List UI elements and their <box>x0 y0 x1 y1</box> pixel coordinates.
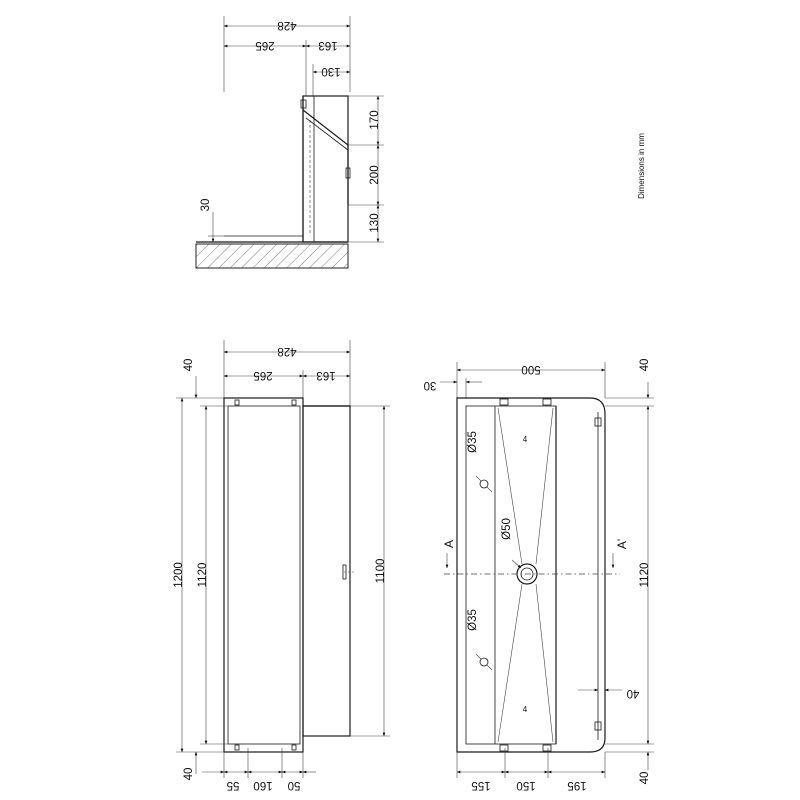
front-dim-428: 428 <box>277 345 297 357</box>
plan-bottom-150: 150 <box>516 779 536 791</box>
side-dim-200: 200 <box>369 165 381 185</box>
plan-dim-30: 30 <box>423 379 437 391</box>
section-a-label: A <box>442 539 456 549</box>
svg-text:4: 4 <box>522 705 528 714</box>
plan-dim-1120: 1120 <box>639 562 651 588</box>
plan-bottom-195: 195 <box>567 779 587 791</box>
side-dim-170: 170 <box>369 110 381 130</box>
side-dim-265: 265 <box>255 39 275 51</box>
plan-view <box>424 359 654 791</box>
section-a-prime-label: A' <box>615 538 629 550</box>
svg-text:4: 4 <box>522 435 528 444</box>
side-dim-130: 130 <box>321 65 341 77</box>
front-dim-265: 265 <box>253 369 273 381</box>
hole-1-diameter: Ø35 <box>467 431 479 453</box>
front-margin-bottom: 40 <box>183 767 195 781</box>
side-dim-163: 163 <box>318 39 338 51</box>
front-bottom-55: 55 <box>226 779 240 791</box>
front-bottom-160: 160 <box>253 779 273 791</box>
plan-bottom-155: 155 <box>471 779 491 791</box>
front-dim-1120: 1120 <box>197 562 209 588</box>
plan-margin-bottom: 40 <box>639 771 651 785</box>
front-elevation-view <box>173 340 390 791</box>
front-dim-163: 163 <box>316 369 336 381</box>
plan-margin-top: 40 <box>639 358 651 372</box>
side-dim-130-low: 130 <box>369 213 381 233</box>
front-dim-1200: 1200 <box>173 562 185 588</box>
plan-side-40: 40 <box>626 687 640 699</box>
side-section-view <box>196 16 384 268</box>
front-bottom-50: 50 <box>287 779 301 791</box>
plan-dim-500: 500 <box>521 363 541 375</box>
side-dim-30: 30 <box>200 198 212 212</box>
front-dim-1100: 1100 <box>375 558 387 584</box>
hole-2-diameter: Ø35 <box>467 609 479 631</box>
side-dim-428: 428 <box>277 19 297 31</box>
units-note: Dimensions in mm <box>637 133 646 199</box>
front-margin-top: 40 <box>183 358 195 372</box>
drain-diameter: Ø50 <box>501 518 513 540</box>
